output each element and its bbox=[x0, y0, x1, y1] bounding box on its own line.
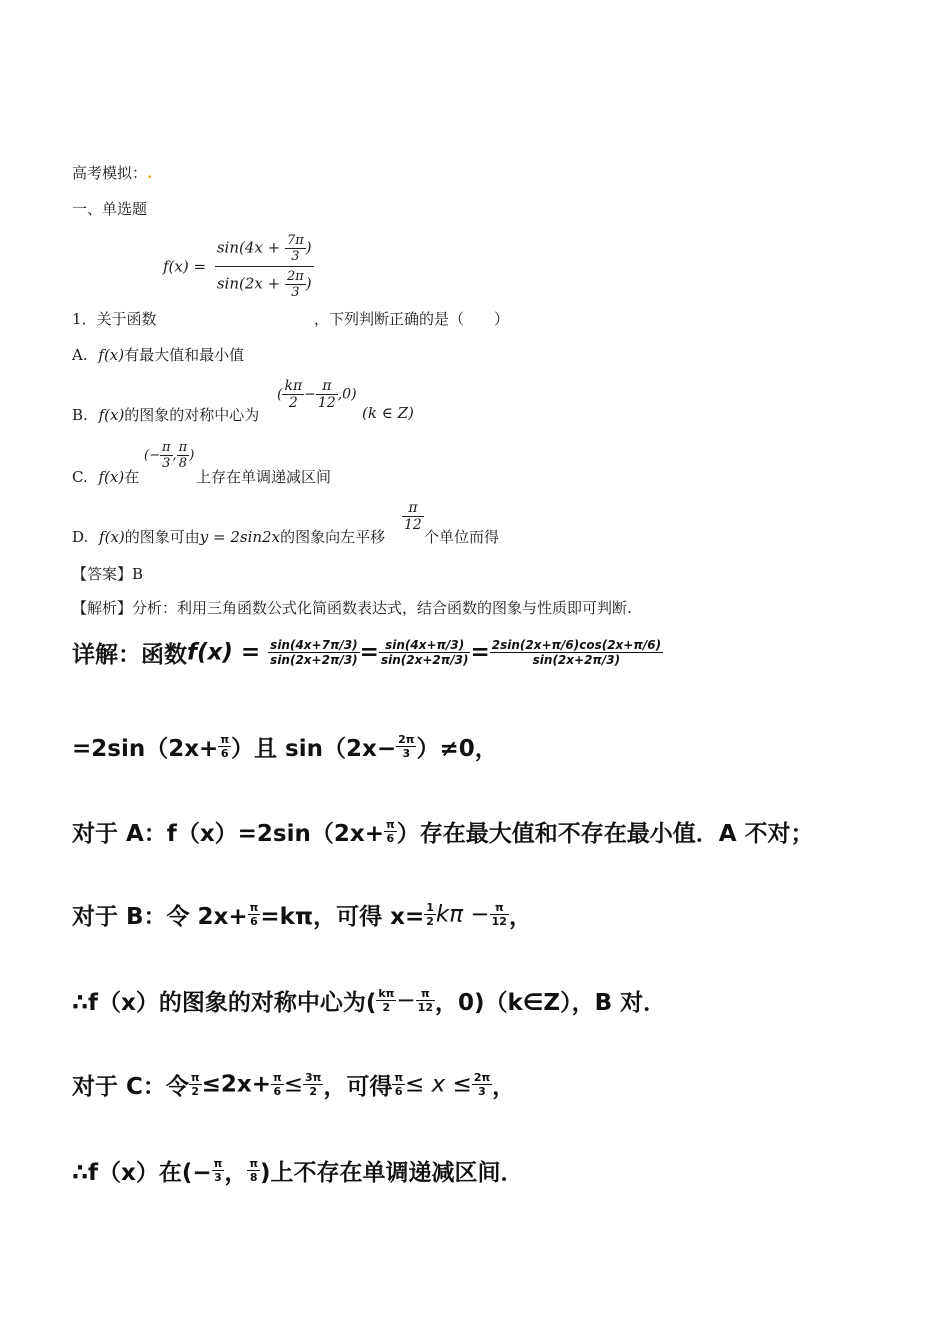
detail-l1-prefix: 详解：函数 bbox=[72, 642, 187, 668]
option-a bbox=[72, 344, 244, 365]
option-b-cond: (k ∈ Z) bbox=[362, 404, 414, 422]
detail-l1-frac2-num: sin(4x+π/3) bbox=[385, 638, 465, 652]
detail-l6-frac1 bbox=[189, 1071, 202, 1098]
detail-l2-frac1-d: 6 bbox=[218, 746, 231, 760]
detail-l4-frac1-d: 6 bbox=[248, 914, 261, 928]
detail-l1-frac2 bbox=[379, 638, 471, 667]
detail-l5-frac1-n: kπ bbox=[378, 987, 395, 1000]
detail-l1-frac3-num: 2sin(2x+π/6)cos(2x+π/6) bbox=[491, 638, 662, 652]
option-d-frac-inner bbox=[402, 500, 424, 533]
question-formula bbox=[163, 233, 314, 300]
option-d-text1: 的图象可由 bbox=[124, 528, 200, 546]
detail-l6-frac4-d: 6 bbox=[392, 1084, 405, 1098]
detail-l6-a: 对于 C：令 bbox=[72, 1074, 189, 1100]
detail-l6-frac5-d: 3 bbox=[472, 1084, 492, 1098]
detail-l6-d: ，可得 bbox=[323, 1074, 393, 1100]
detail-l5-frac1 bbox=[376, 987, 396, 1014]
detail-l7-frac1-n: π bbox=[213, 1157, 223, 1170]
detail-l6-frac4 bbox=[392, 1071, 405, 1098]
formula-num-frac bbox=[285, 233, 306, 264]
option-c-text: 在 bbox=[124, 468, 140, 486]
detail-l7-c: )上不存在单调递减区间． bbox=[260, 1160, 524, 1186]
detail-line-7 bbox=[72, 1154, 524, 1187]
option-d-frac-d: 12 bbox=[404, 517, 422, 533]
header-dot: . bbox=[147, 164, 153, 182]
option-b-tail: ,0) bbox=[337, 386, 357, 403]
question-stem-tail: ，下列判断正确的是（ ） bbox=[314, 310, 510, 328]
detail-l4-a: 对于 B：令 2x+ bbox=[72, 904, 248, 930]
option-c-frac1-d: 3 bbox=[160, 455, 173, 471]
section-title: 一、单选题 bbox=[72, 200, 148, 218]
detail-l4-frac2 bbox=[424, 901, 436, 928]
detail-line-1 bbox=[72, 636, 663, 669]
detail-l4-frac3 bbox=[490, 901, 509, 928]
detail-l4-frac3-n: π bbox=[494, 901, 504, 914]
detail-line-4 bbox=[72, 898, 532, 931]
option-c-letter: C. bbox=[72, 468, 88, 486]
detail-l7-a: ∴f（x）在(− bbox=[72, 1160, 212, 1186]
question-number: 1．关于函数 bbox=[72, 310, 157, 328]
option-d-fx: f(x) bbox=[99, 528, 125, 546]
detail-l2-frac2-n: 2π bbox=[398, 733, 415, 746]
detail-l5-frac2-n: π bbox=[420, 987, 430, 1000]
detail-l6-f: ， bbox=[492, 1074, 516, 1100]
option-c-open: (− bbox=[144, 448, 160, 463]
detail-line-6 bbox=[72, 1068, 515, 1101]
option-b-letter: B. bbox=[72, 406, 88, 424]
option-b-text: 的图象的对称中心为 bbox=[124, 406, 260, 424]
option-c bbox=[72, 466, 139, 487]
formula-numerator bbox=[215, 233, 314, 266]
formula-fraction bbox=[215, 233, 314, 300]
formula-den-frac bbox=[285, 269, 306, 300]
option-c-fx: f(x) bbox=[98, 468, 125, 486]
option-b-frac2-d: 12 bbox=[317, 395, 336, 411]
option-d-frac bbox=[402, 500, 424, 533]
option-a-fx: f(x) bbox=[98, 346, 125, 364]
detail-l1-eq1: = bbox=[359, 639, 379, 666]
detail-l6-frac1-n: π bbox=[190, 1071, 200, 1084]
option-d-frac-n: π bbox=[408, 500, 418, 516]
analysis-label: 【解析】分析：利用三角函数公式化简函数表达式，结合函数的图象与性质即可判断. bbox=[72, 599, 632, 617]
detail-l7-frac1-d: 3 bbox=[212, 1170, 225, 1184]
option-c-comma: , bbox=[172, 448, 177, 463]
detail-l1-fx: f(x) = bbox=[187, 639, 261, 666]
answer-label: 【答案】B bbox=[72, 565, 144, 583]
detail-l2-frac2-d: 3 bbox=[396, 746, 416, 760]
option-c-frac2 bbox=[177, 440, 190, 471]
option-c-frac1 bbox=[160, 440, 173, 471]
detail-l2-frac1 bbox=[218, 733, 231, 760]
header-label: 高考模拟： bbox=[72, 164, 148, 182]
formula-num-text: sin(4x + bbox=[216, 238, 285, 257]
detail-l7-frac2 bbox=[247, 1157, 260, 1184]
formula-num-frac-n: 7π bbox=[286, 233, 304, 248]
detail-l2-frac1-n: π bbox=[220, 733, 230, 746]
option-b-frac2 bbox=[316, 378, 338, 411]
detail-l3-frac-n: π bbox=[385, 818, 395, 831]
option-b-frac1 bbox=[282, 378, 304, 411]
detail-l7-frac2-d: 8 bbox=[247, 1170, 260, 1184]
detail-line-3 bbox=[72, 815, 814, 848]
detail-line-2 bbox=[72, 730, 498, 763]
formula-denominator bbox=[215, 266, 314, 300]
option-b bbox=[72, 404, 259, 425]
detail-l5-b: − bbox=[396, 987, 416, 1014]
detail-l5-a: ∴f（x）的图象的对称中心为( bbox=[72, 990, 377, 1016]
detail-l4-frac3-d: 12 bbox=[491, 915, 507, 928]
option-b-fx: f(x) bbox=[98, 406, 125, 424]
formula-den-frac-d: 3 bbox=[285, 284, 306, 300]
detail-l4-d: ， bbox=[508, 904, 532, 930]
detail-l6-frac4-n: π bbox=[394, 1071, 404, 1084]
detail-l2-frac2 bbox=[396, 733, 416, 760]
option-b-open: ( bbox=[277, 386, 283, 403]
option-d-letter: D. bbox=[72, 528, 89, 546]
option-b-minus: − bbox=[304, 386, 316, 403]
detail-l5-frac2 bbox=[416, 987, 435, 1014]
detail-l6-frac5-n: 2π bbox=[473, 1071, 491, 1084]
detail-l1-frac1 bbox=[268, 638, 360, 667]
detail-l5-frac1-d: 2 bbox=[376, 1000, 396, 1014]
detail-l6-frac2 bbox=[271, 1071, 284, 1098]
formula-lhs: f(x) = bbox=[163, 257, 207, 276]
option-c-frac2-d: 8 bbox=[177, 455, 190, 471]
option-d-eq: y = 2sin2x bbox=[199, 528, 281, 546]
detail-l6-frac3 bbox=[303, 1071, 323, 1098]
detail-l1-frac3 bbox=[490, 638, 663, 667]
option-b-frac1-n: kπ bbox=[284, 378, 303, 394]
header-line bbox=[72, 162, 152, 183]
option-a-letter: A. bbox=[72, 346, 88, 364]
detail-l4-frac1-n: π bbox=[249, 901, 259, 914]
formula-den-frac-n: 2π bbox=[286, 269, 304, 284]
detail-l4-frac2-n: 1 bbox=[426, 901, 434, 914]
option-d-text2: 的图象向左平移 bbox=[280, 528, 386, 546]
formula-den-text: sin(2x + bbox=[216, 274, 285, 293]
detail-l2-a: =2sin（2x+ bbox=[72, 736, 219, 762]
option-b-center bbox=[277, 378, 357, 411]
formula-den-close: ) bbox=[305, 274, 312, 293]
detail-l3-frac bbox=[384, 818, 397, 845]
detail-l6-frac1-d: 2 bbox=[189, 1084, 202, 1098]
detail-l1-frac1-num: sin(4x+7π/3) bbox=[270, 638, 358, 652]
option-a-text: 有最大值和最小值 bbox=[124, 346, 245, 364]
option-c-interval bbox=[144, 440, 194, 471]
detail-l6-frac5 bbox=[472, 1071, 492, 1098]
detail-l6-frac3-n: 3π bbox=[304, 1071, 322, 1084]
detail-l7-b: ， bbox=[224, 1160, 248, 1186]
detail-l5-frac2-d: 12 bbox=[417, 1001, 433, 1014]
detail-l3-b: ）存在最大值和不存在最小值．A 不对； bbox=[396, 821, 814, 847]
detail-l2-c: ）≠0， bbox=[416, 736, 498, 762]
detail-l6-c: ≤ bbox=[283, 1071, 303, 1098]
detail-l3-frac-d: 6 bbox=[384, 831, 397, 845]
detail-l4-frac2-d: 2 bbox=[426, 915, 434, 928]
detail-l4-b: =kπ，可得 x= bbox=[260, 904, 425, 930]
option-d-tail: 个单位而得 bbox=[424, 528, 500, 546]
option-c-frac2-n: π bbox=[178, 440, 188, 455]
detail-l7-frac1 bbox=[212, 1157, 225, 1184]
option-c-tail: 上存在单调递减区间 bbox=[196, 468, 332, 486]
detail-l1-eq2: = bbox=[470, 639, 490, 666]
option-b-frac2-n: π bbox=[322, 378, 332, 394]
detail-l2-b: ）且 sin（2x− bbox=[231, 736, 397, 762]
detail-l1-frac3-den: sin(2x+2π/3) bbox=[490, 652, 663, 667]
option-b-frac1-d: 2 bbox=[282, 394, 304, 411]
detail-l5-c: ，0)（k∈Z），B 对． bbox=[434, 990, 667, 1016]
detail-l1-frac1-den: sin(2x+2π/3) bbox=[270, 653, 358, 667]
detail-l6-frac2-d: 6 bbox=[271, 1084, 284, 1098]
detail-l1-frac2-den: sin(2x+2π/3) bbox=[380, 653, 469, 667]
formula-num-frac-d: 3 bbox=[285, 248, 306, 264]
detail-l3-a: 对于 A：f（x）=2sin（2x+ bbox=[72, 821, 384, 847]
detail-l4-frac1 bbox=[248, 901, 261, 928]
detail-l7-frac2-n: π bbox=[249, 1157, 259, 1170]
detail-l6-b: ≤2x+ bbox=[201, 1071, 271, 1098]
detail-l6-e: ≤ x ≤ bbox=[405, 1071, 472, 1098]
detail-line-5 bbox=[72, 984, 666, 1017]
option-c-close: ) bbox=[189, 448, 195, 463]
detail-l4-c: kπ − bbox=[435, 901, 490, 928]
option-c-frac1-n: π bbox=[161, 440, 171, 455]
detail-l6-frac2-n: π bbox=[272, 1071, 282, 1084]
detail-l6-frac3-d: 2 bbox=[303, 1084, 323, 1098]
formula-num-close: ) bbox=[305, 238, 312, 257]
option-d bbox=[72, 526, 385, 547]
